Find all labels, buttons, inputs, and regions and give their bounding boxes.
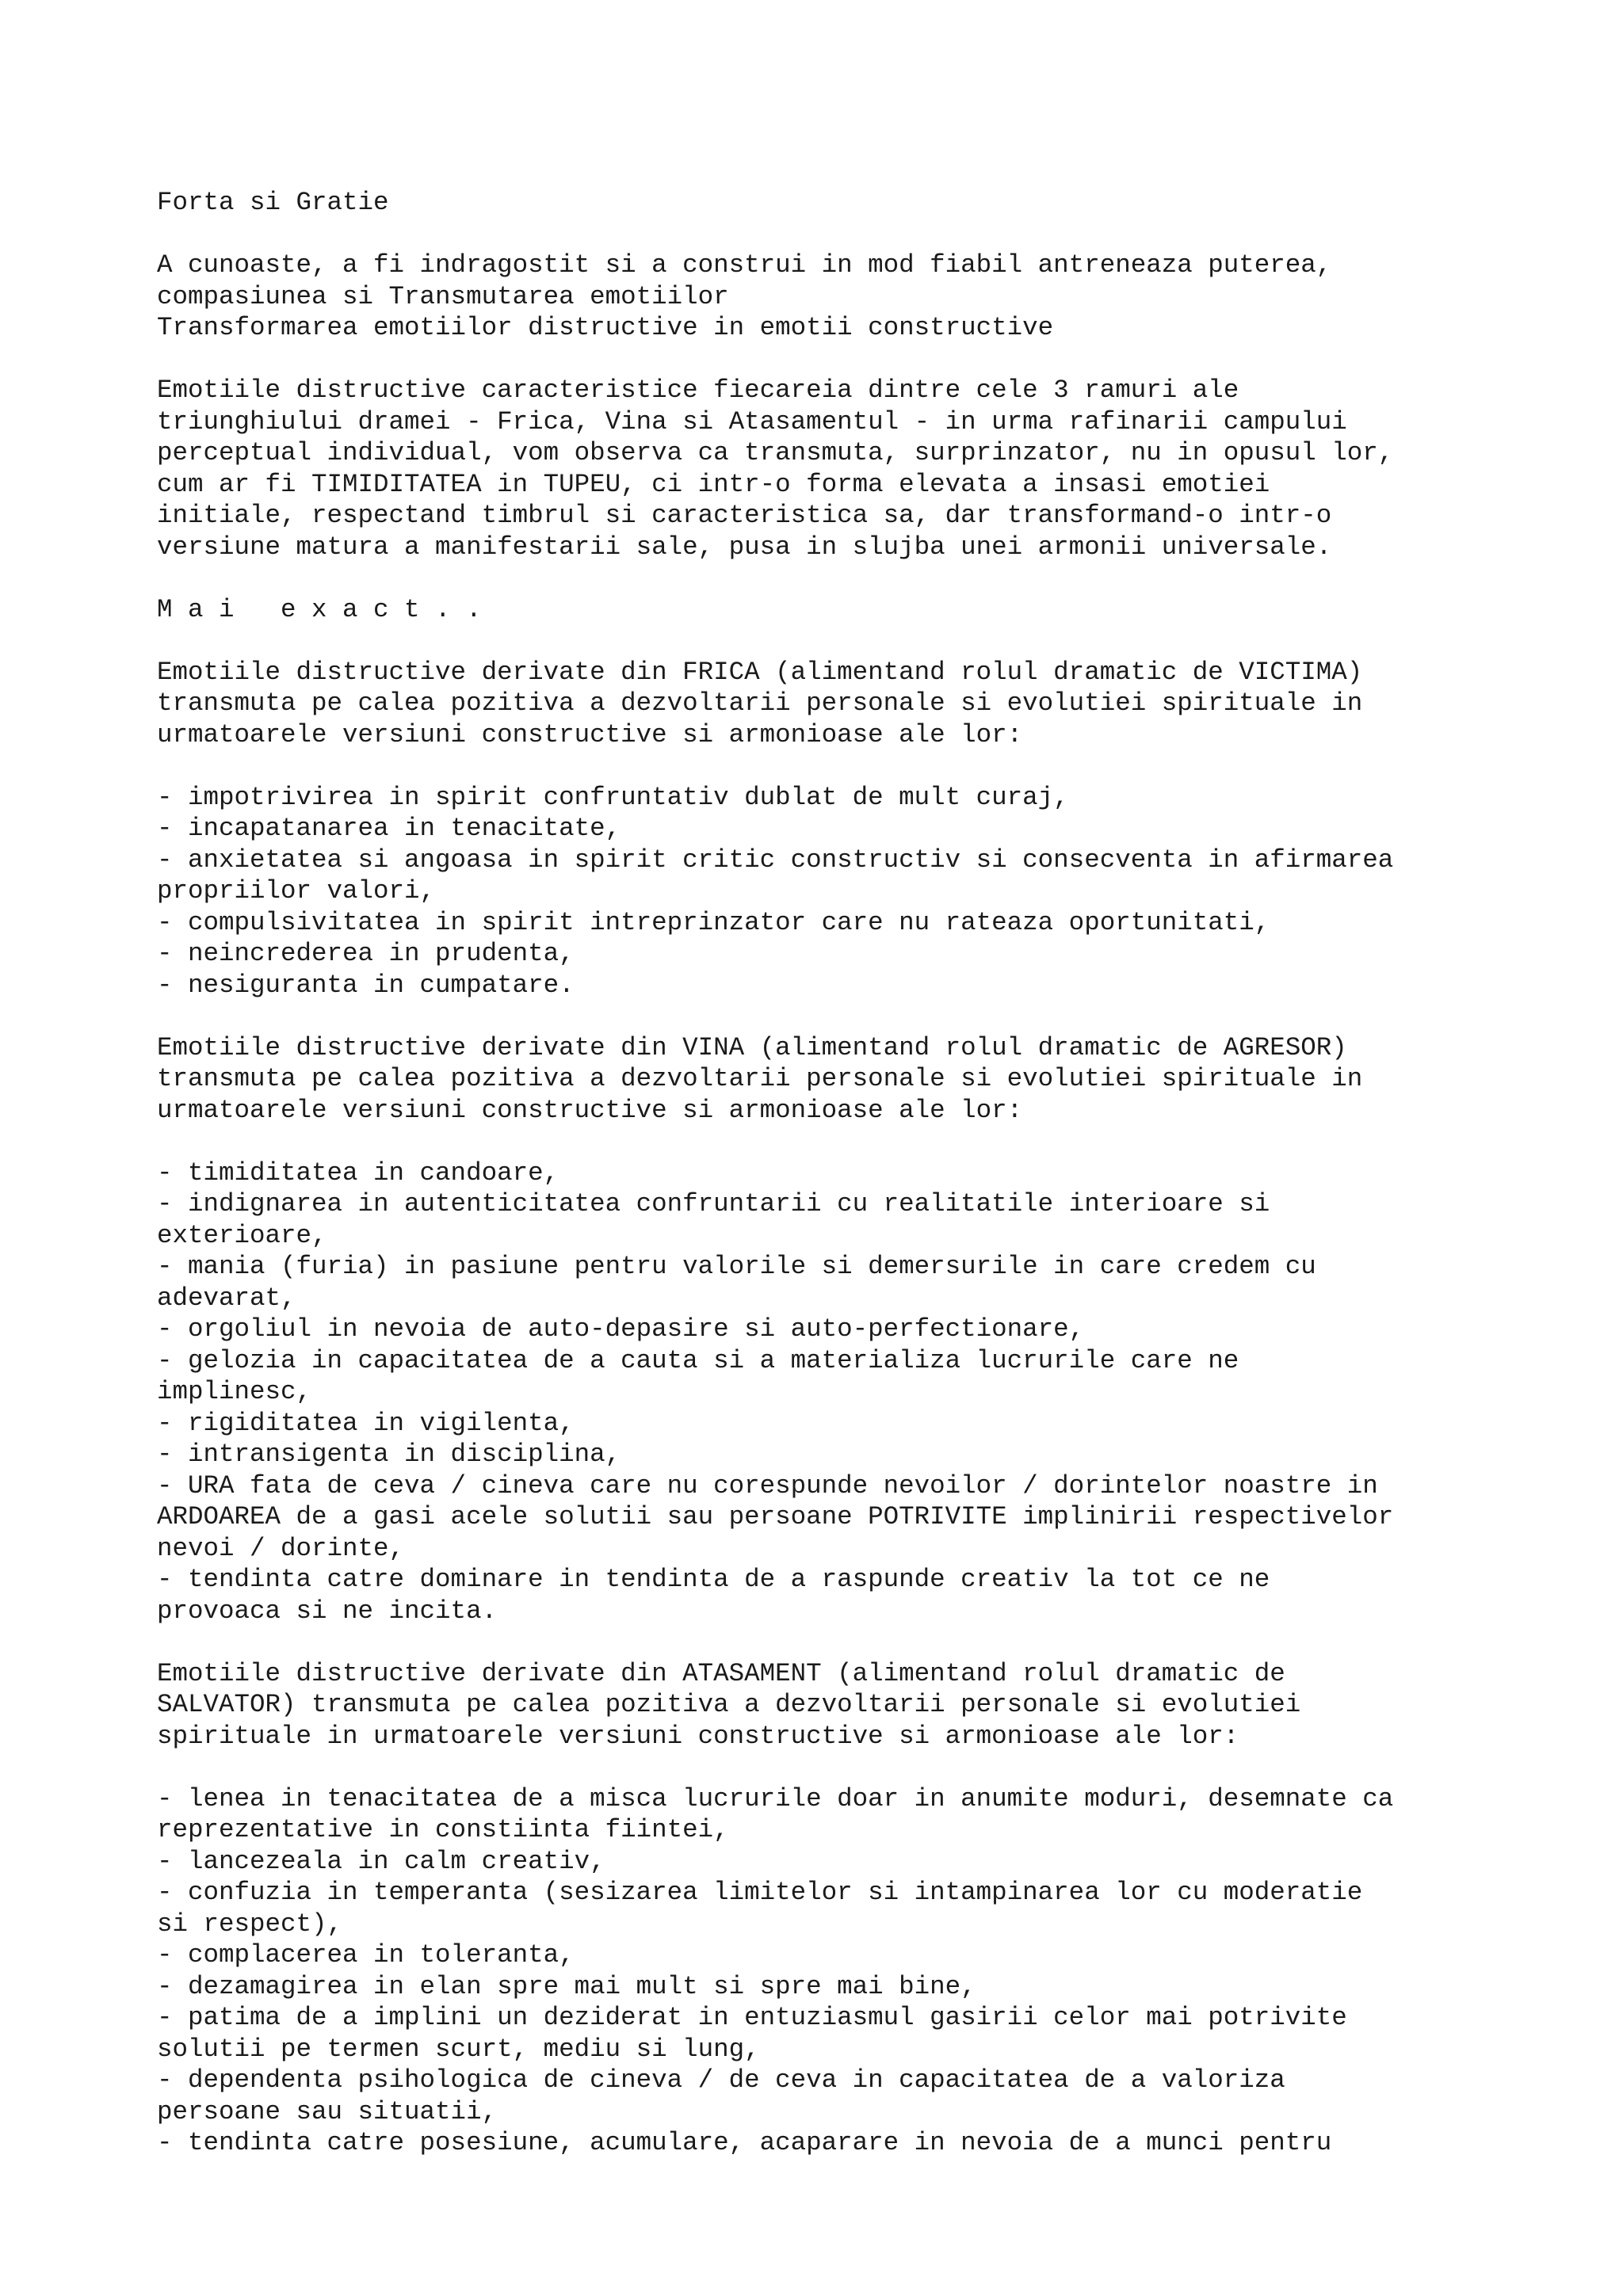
- text-line: - tendinta catre posesiune, acumulare, acaparare in nevoia de a munci pentru: [157, 2128, 1332, 2157]
- text-line: [157, 1752, 1504, 1783]
- text-line: urmatoarele versiuni constructive si armonioase ale lor:: [157, 719, 1023, 749]
- text-line: - timiditatea in candoare,: [157, 1158, 559, 1188]
- text-line: [157, 750, 1504, 782]
- text-line: Transformarea emotiilor distructive in emotii constructive: [157, 313, 1054, 342]
- text-line: cum ar fi TIMIDITATEA in TUPEU, ci intr-o forma elevata a insasi emotiei: [157, 469, 1270, 499]
- text-line: Emotiile distructive caracteristice fiecareia dintre cele 3 ramuri ale: [157, 376, 1239, 405]
- text-line: - indignarea in autenticitatea confruntarii cu realitatile interioare si: [157, 1189, 1270, 1219]
- text-line: propriilor valori,: [157, 876, 436, 906]
- text-line: - compulsivitatea in spirit intreprinzator care nu rateaza oportunitati,: [157, 907, 1270, 937]
- text-line: - neincrederea in prudenta,: [157, 939, 575, 968]
- text-line: - tendinta catre dominare in tendinta de a raspunde creativ la tot ce ne: [157, 1565, 1270, 1594]
- document-title: Forta si Gratie: [157, 188, 389, 217]
- text-line: persoane sau situatii,: [157, 2096, 498, 2126]
- text-line: - mania (furia) in pasiune pentru valorile si demersurile in care credem cu: [157, 1252, 1316, 1281]
- text-line: perceptual individual, vom observa ca transmuta, surprinzator, nu in opusul lor,: [157, 438, 1394, 467]
- text-line: - gelozia in capacitatea de a cauta si a materializa lucrurile care ne: [157, 1345, 1239, 1375]
- text-line: transmuta pe calea pozitiva a dezvoltarii personale si evolutiei spirituale in: [157, 688, 1363, 718]
- text-line: reprezentative in constiinta fiintei,: [157, 1815, 729, 1844]
- text-line: provoaca si ne incita.: [157, 1596, 498, 1626]
- text-line: A cunoaste, a fi indragostit si a construi in mod fiabil antreneaza puterea,: [157, 250, 1332, 280]
- text-line: Emotiile distructive derivate din VINA (alimentand rolul dramatic de AGRESOR): [157, 1032, 1347, 1062]
- text-line: - complacerea in toleranta,: [157, 1940, 575, 1970]
- text-line: [157, 563, 1504, 594]
- text-line: si respect),: [157, 1909, 343, 1939]
- text-line: SALVATOR) transmuta pe calea pozitiva a dezvoltarii personale si evolutiei: [157, 1690, 1301, 1719]
- text-line: - lancezeala in calm creativ,: [157, 1846, 605, 1876]
- text-line: M a i e x a c t . .: [157, 594, 482, 624]
- text-line: [157, 219, 1504, 250]
- text-line: - confuzia in temperanta (sesizarea limitelor si intampinarea lor cu moderatie: [157, 1878, 1363, 1907]
- text-line: [157, 625, 1504, 657]
- text-line: nevoi / dorinte,: [157, 1533, 405, 1563]
- text-line: initiale, respectand timbrul si caracteristica sa, dar transformand-o intr-o: [157, 501, 1332, 530]
- document-page: [157, 187, 1504, 2159]
- text-line: urmatoarele versiuni constructive si armonioase ale lor:: [157, 1095, 1023, 1125]
- text-line: - URA fata de ceva / cineva care nu corespunde nevoilor / dorintelor noastre in: [157, 1470, 1378, 1501]
- text-line: spirituale in urmatoarele versiuni constructive si armonioase ale lor:: [157, 1721, 1239, 1751]
- text-line: Emotiile distructive derivate din FRICA (alimentand rolul dramatic de VICTIMA): [157, 657, 1363, 687]
- text-line: [157, 1627, 1504, 1658]
- text-line: exterioare,: [157, 1220, 327, 1250]
- text-line: - rigiditatea in vigilenta,: [157, 1408, 575, 1438]
- text-line: - patima de a implini un deziderat in entuziasmul gasirii celor mai potrivite: [157, 2003, 1347, 2032]
- text-line: solutii pe termen scurt, mediu si lung,: [157, 2034, 760, 2064]
- text-line: - lenea in tenacitatea de a misca lucrurile doar in anumite moduri, desemnate ca: [157, 1783, 1394, 1814]
- text-line: - intransigenta in disciplina,: [157, 1440, 621, 1469]
- text-line: - impotrivirea in spirit confruntativ dublat de mult curaj,: [157, 782, 1069, 812]
- text-line: versiune matura a manifestarii sale, pusa in slujba unei armonii universale.: [157, 532, 1332, 562]
- text-line: [157, 1001, 1504, 1032]
- text-line: triunghiului dramei - Frica, Vina si Atasamentul - in urma rafinarii campului: [157, 406, 1347, 437]
- text-line: implinesc,: [157, 1377, 312, 1406]
- text-line: ARDOAREA de a gasi acele solutii sau persoane POTRIVITE implinirii respectivelor: [157, 1502, 1394, 1531]
- text-line: [157, 1126, 1504, 1158]
- text-line: - dependenta psihologica de cineva / de ceva in capacitatea de a valoriza: [157, 2065, 1285, 2095]
- text-line: transmuta pe calea pozitiva a dezvoltarii personale si evolutiei spirituale in: [157, 1064, 1363, 1093]
- text-line: adevarat,: [157, 1283, 296, 1313]
- text-line: - orgoliul in nevoia de auto-depasire si auto-perfectionare,: [157, 1314, 1085, 1344]
- text-line: [157, 344, 1504, 376]
- text-line: - incapatanarea in tenacitate,: [157, 814, 621, 843]
- text-line: - dezamagirea in elan spre mai mult si spre mai bine,: [157, 1971, 976, 2001]
- text-line: - anxietatea si angoasa in spirit critic constructiv si consecventa in afirmarea: [157, 845, 1394, 875]
- text-line: compasiunea si Transmutarea emotiilor: [157, 281, 729, 311]
- text-line: - nesiguranta in cumpatare.: [157, 970, 575, 1000]
- text-line: Emotiile distructive derivate din ATASAMENT (alimentand rolul dramatic de: [157, 1658, 1285, 1688]
